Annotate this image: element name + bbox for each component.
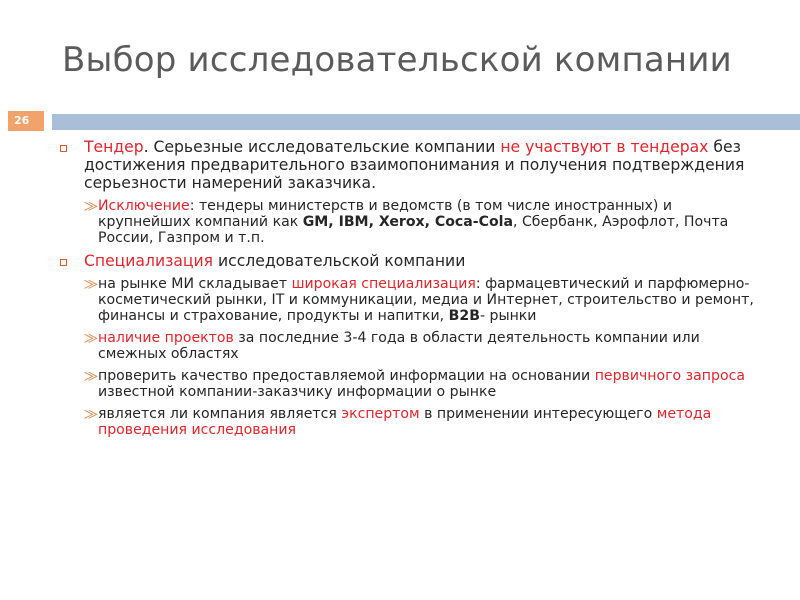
text-run: проверить качество предоставляемой информации на основании (98, 368, 595, 384)
sub-bullet-item (84, 406, 766, 438)
arrow-bullet-icon: ⨠ (84, 199, 99, 213)
slide-number: 26 (8, 111, 44, 131)
arrow-bullet-icon: ⨠ (84, 369, 99, 383)
arrow-bullet-icon: ⨠ (84, 277, 99, 291)
bullet-item (60, 252, 766, 270)
sub-bullet-item (84, 330, 766, 362)
square-bullet-icon (60, 145, 67, 152)
text-run: Тендер (84, 138, 144, 156)
slide-title: Выбор исследовательской компании (62, 40, 732, 80)
text-run: первичного запроса (594, 368, 745, 384)
text-run: : фармацевтический и парфюмерно-косметический рынки, IT и коммуникации, медиа и Интернет, строительство и ремонт, финансы и страхование, продукты и напитки, (98, 276, 754, 324)
bullet-item (60, 138, 766, 192)
text-run: за последние 3-4 года в области деятельность компании или смежных областях (98, 330, 700, 362)
header-band (52, 114, 800, 130)
sub-bullet-item (84, 198, 766, 246)
slide-content (60, 138, 766, 444)
sub-bullet-item (84, 276, 766, 324)
text-run: GM, IBM, Xerox, Coca-Cola (302, 214, 513, 230)
text-run: экспертом (341, 406, 420, 422)
text-run: наличие проектов (98, 330, 234, 346)
text-run: не участвуют в тендерах (500, 138, 709, 156)
text-run: является ли компания является (98, 406, 342, 422)
arrow-bullet-icon: ⨠ (84, 331, 99, 345)
text-run: метода проведения исследования (98, 406, 712, 438)
arrow-bullet-icon: ⨠ (84, 407, 99, 421)
text-run: известной компании-заказчику информации о рынке (98, 384, 497, 400)
text-run: B2B (448, 308, 480, 324)
text-run: , Сбербанк, Аэрофлот, Почта России, Газпром и т.п. (98, 214, 729, 246)
text-run: широкая специализация (291, 276, 476, 292)
text-run: исследовательской компании (213, 252, 466, 270)
text-run: Специализация (84, 252, 214, 270)
text-run: на рынке МИ складывает (98, 276, 292, 292)
text-run: без достижения предварительного взаимопонимания и получения подтверждения серьезности намерений заказчика. (84, 138, 745, 192)
text-run: в применении интересующего (419, 406, 657, 422)
text-run: Исключение (98, 198, 190, 214)
text-run: : тендеры министерств и ведомств (в том числе иностранных) и крупнейших компаний как (98, 198, 673, 230)
square-bullet-icon (60, 259, 67, 266)
text-run: . Серьезные исследовательские компании (143, 138, 501, 156)
sub-bullet-item (84, 368, 766, 400)
text-run: - рынки (479, 308, 537, 324)
